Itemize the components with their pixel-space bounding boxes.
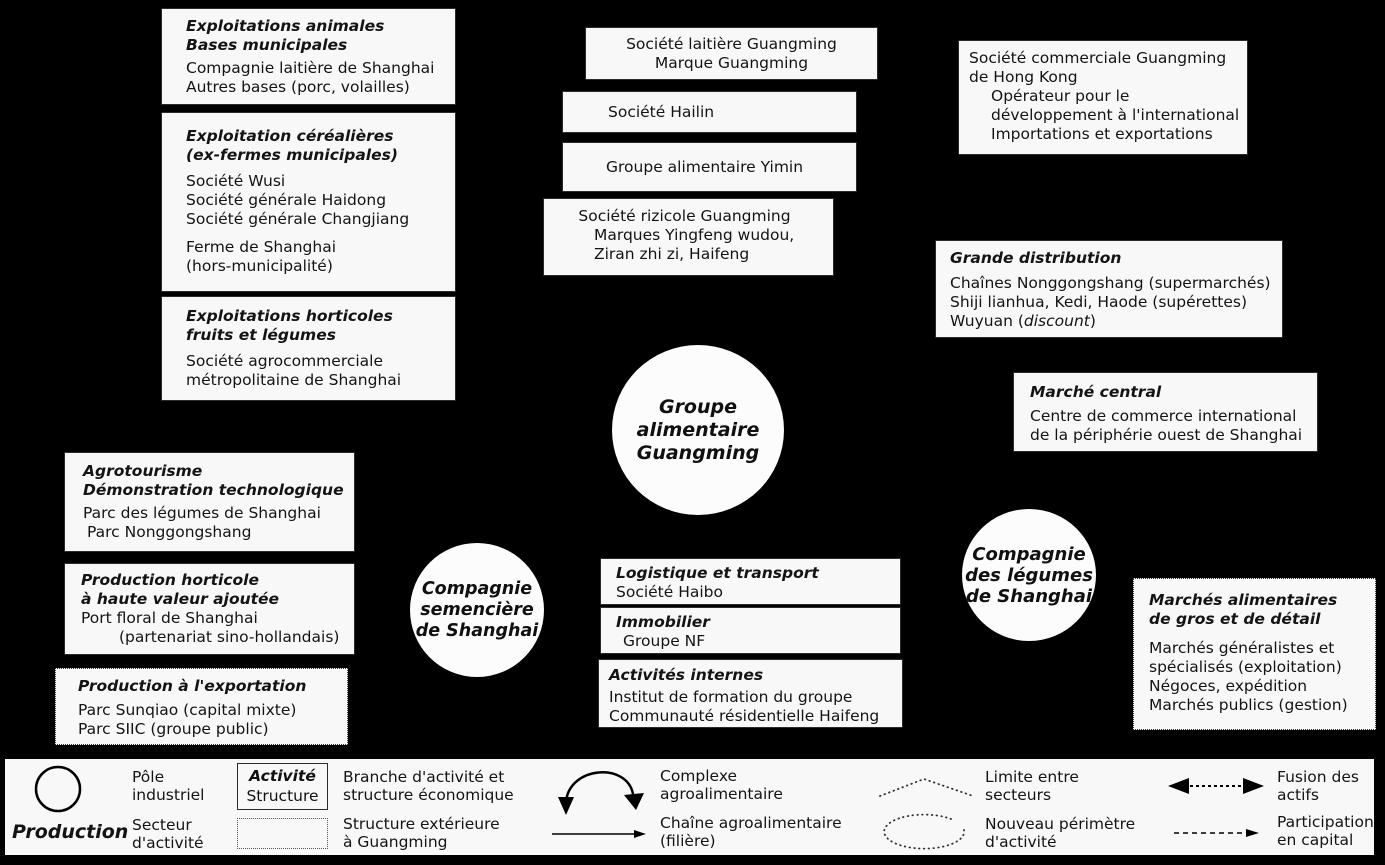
node-title-line: Marchés alimentaires [1149,591,1338,609]
hub-compagnie-legumes [962,509,1096,641]
legend-text-line: Secteur [132,816,192,834]
node-title-line: Grande distribution [950,249,1122,267]
node-text-line: Société Hailin [608,103,715,121]
hub-text-line: Compagnie [972,543,1086,565]
legend-chaine-label [660,814,842,850]
node-text-line: Société Haibo [616,583,724,601]
node-production-horticole [64,563,355,655]
node-text-line: Shiji lianhua, Kedi, Haode (supérettes) [950,293,1248,311]
legend-text-line: Nouveau périmètre [985,815,1136,833]
legend-text-line: Structure extérieure [343,815,500,833]
node-immobilier [600,607,901,654]
node-text-line: Parc SIIC (groupe public) [78,720,269,738]
hub-text-line: Guangming [636,441,760,464]
node-text-line: Communauté résidentielle Haifeng [609,707,880,725]
node-logistique-transport [600,558,901,605]
legend-bar [2,756,1377,858]
legend-participation-label [1277,813,1374,849]
node-text-line: Importations et exportations [991,125,1213,143]
agrifood-chain-arrow-icon [550,828,648,840]
node-text-line: Société commerciale Guangming [969,49,1227,67]
node-marche-central [1013,372,1318,452]
hub-text-line: Compagnie [421,578,533,599]
legend-perimetre-label [985,815,1135,851]
node-exploitation-cerealieres [161,112,456,292]
legend-text-line: secteurs [985,786,1052,804]
legend-limite-label [985,768,1079,804]
node-title-line: Démonstration technologique [83,481,344,499]
node-text-line: Marchés publics (gestion) [1149,696,1348,714]
legend-text-line: d'activité [985,833,1057,851]
node-text-line: Société rizicole Guangming [578,207,791,225]
hub-compagnie-semenciere [410,543,544,677]
node-text-line: de Hong Kong [969,68,1078,86]
legend-text-line: Participation [1277,813,1374,831]
node-title-line: Activités internes [609,666,764,684]
new-perimeter-icon [878,806,973,856]
node-title-line: Agrotourisme [83,462,203,480]
node-text-line: Marque Guangming [654,54,809,72]
legend-text-line: d'activité [132,834,204,852]
node-text-line: Négoces, expédition [1149,677,1308,695]
node-production-exportation [55,668,348,745]
node-text-line: de la périphérie ouest de Shanghai [1030,426,1303,444]
text-fragment-italic: discount [1023,312,1090,330]
sector-limit-icon [877,772,977,802]
node-text-line: Parc Sunqiao (capital mixte) [78,701,297,719]
legend-text-line: Chaîne agroalimentaire [660,814,842,832]
legend-text-line: structure économique [343,786,514,804]
node-text-line [950,312,1274,331]
legend-text-line: Complexe [660,767,738,785]
node-agrotourisme [64,452,355,552]
node-title-line: de gros et de détail [1149,610,1321,628]
node-text-line: spécialisés (exploitation) [1149,658,1342,676]
industrial-pole-icon [32,763,84,815]
node-title-line: fruits et légumes [186,326,336,344]
legend-production-label: Production [12,821,129,843]
legend-text-line: industriel [132,786,205,804]
node-text-line: Centre de commerce international [1030,407,1297,425]
legend-text-line: Activité [249,767,316,785]
capital-participation-arrow-icon [1172,827,1262,839]
node-text-line: Société agrocommerciale [186,352,384,370]
legend-pole-label [132,768,204,804]
node-text-line: Parc Nonggongshang [87,523,252,541]
hub-groupe-alimentaire-guangming [612,345,784,515]
node-text-line: Société générale Haidong [186,191,387,209]
node-text-line: Groupe alimentaire Yimin [606,158,804,176]
hub-text-line: des légumes [965,564,1093,586]
node-text-line: Port floral de Shanghai [81,609,258,627]
hub-text-line: alimentaire [636,418,760,441]
node-exploitations-animales [161,8,456,105]
node-exploitations-horticoles [161,296,456,401]
node-marches-alimentaires [1133,578,1376,730]
activity-structure-box [237,763,328,810]
node-text-line: Société laitière Guangming [626,35,837,53]
node-activites-internes [598,659,903,728]
node-text-line: Ferme de Shanghai [186,238,337,256]
legend-secteur-label [132,816,204,852]
hub-text-line: de Shanghai [965,585,1093,607]
node-text-line: Marques Yingfeng wudou, [594,226,795,244]
legend-text-line: actifs [1277,786,1319,804]
node-title-line: Bases municipales [186,36,348,54]
node-groupe-yimin [562,142,857,192]
legend-complexe-label [660,767,783,803]
node-title-line: Immobilier [616,613,710,631]
legend-text-line: agroalimentaire [660,785,783,803]
agrifood-complex-arrow-icon [553,760,648,818]
node-text-line: métropolitaine de Shanghai [186,371,402,389]
hub-text-line: Groupe [658,395,738,418]
text-fragment: Wuyuan ( [950,312,1024,330]
node-text-line: Compagnie laitière de Shanghai [186,59,435,77]
node-title-line: Exploitation céréalières [186,127,394,145]
hub-text-line: de Shanghai [415,620,539,641]
node-text-line: développement à l'international [991,106,1240,124]
node-text-line: Institut de formation du groupe [609,688,853,706]
legend-text-line: à Guangming [343,833,448,851]
node-title-line: (ex-fermes municipales) [186,146,398,164]
legend-text-line: Structure [246,787,319,805]
legend-text-line: Pôle [132,768,165,786]
node-societe-rizicole [543,198,834,276]
legend-fusion-label [1277,768,1359,804]
node-text-line: Ziran zhi zi, Haifeng [594,245,750,263]
node-text-line: Société générale Changjiang [186,210,410,228]
node-title-line: Production horticole [81,571,260,589]
node-societe-commerciale-hk [958,40,1248,155]
node-text-line: Chaînes Nonggongshang (supermarchés) [950,274,1271,292]
node-societe-hailin [562,91,857,133]
node-title-line: Exploitations animales [186,17,385,35]
legend-branche-label [343,768,514,804]
node-text-line: Autres bases (porc, volailles) [186,78,410,96]
node-text-line: Marchés généralistes et [1149,639,1335,657]
asset-merger-arrow-icon [1166,776,1266,796]
node-text-line: (partenariat sino-hollandais) [119,628,340,646]
node-title-line: Production à l'exportation [78,677,307,695]
node-text-line: Parc des légumes de Shanghai [83,504,321,522]
legend-text-line: Limite entre [985,768,1079,786]
node-text-line: Société Wusi [186,172,286,190]
node-grande-distribution [935,240,1283,338]
legend-text-line: (filière) [660,832,716,850]
hub-text-line: semencière [420,599,534,620]
legend-text-line: en capital [1277,831,1354,849]
node-title-line: à haute valeur ajoutée [81,590,280,608]
node-text-line: Groupe NF [623,632,706,650]
text-fragment: ) [1089,312,1096,330]
node-text-line: Opérateur pour le [991,87,1130,105]
node-text-line: (hors-municipalité) [186,257,333,275]
node-societe-laitiere [585,27,878,80]
node-title-line: Exploitations horticoles [186,307,393,325]
legend-text-line: Fusion des [1277,768,1359,786]
legend-exterieure-label [343,815,500,851]
node-title-line: Logistique et transport [616,564,819,582]
legend-text-line: Branche d'activité et [343,768,505,786]
external-structure-box [237,818,328,849]
node-title-line: Marché central [1030,383,1162,401]
